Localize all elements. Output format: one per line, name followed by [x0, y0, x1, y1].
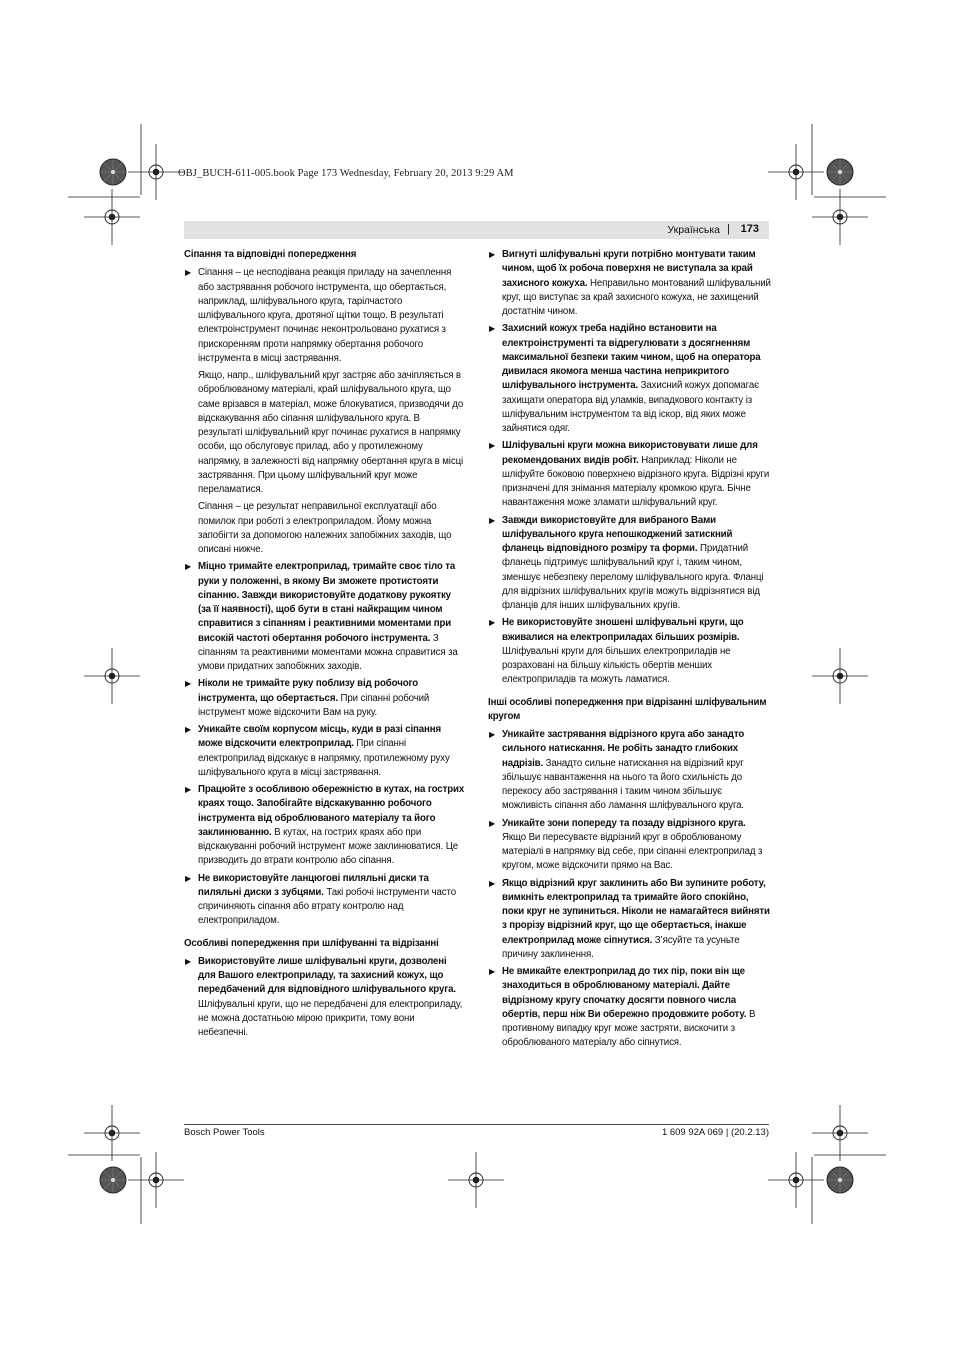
warning-bold: Завжди використовуйте для вибраного Вами шліфувального круга непошкоджений затискний фланець відповідного розміру та форми.	[502, 514, 733, 554]
warning-text: Придатний фланець підтримує шліфувальний круг і, таким чином, зменшує небезпеку перелому шліфувального круга. Фланці для відрізних шліфувальних кругів можуть відрізнятися від фланців для інших шліфувальних кругів.	[502, 543, 764, 611]
warning-item	[184, 560, 465, 674]
footer-publisher: Bosch Power Tools	[184, 1127, 265, 1138]
warning-item	[488, 817, 771, 874]
section-heading: Сіпання та відповідні попередження	[184, 249, 357, 260]
warning-text: Неправильно монтований шліфувальний круг, що виступає за край захисного кожуха, не захищений достатнім чином.	[502, 277, 771, 317]
section-heading: Особливі попередження при шліфуванні та відрізанні	[184, 937, 439, 949]
section-heading: Інші особливі попередження при відрізанні шліфувальним кругом	[488, 696, 767, 722]
triangle-right-icon: ▶	[185, 785, 192, 794]
warning-bold: Ніколи не тримайте руку поблизу від робочого інструмента, що обертається.	[198, 678, 419, 704]
footer-doc-number: 1 609 92A 069 | (20.2.13)	[661, 1127, 769, 1138]
warning-item	[488, 877, 771, 963]
intro-paragraph: Сіпання – це несподівана реакція приладу на зачеплення або застрявання робочого інструмента, що обертається, наприклад, шліфувального круга, тарілчастого шліфувального круга, дротяної щітки тощо. В результаті електроінструмент починає неконтрольовано рухатися з прискоренням проти напрямку обертання робочого інструмента в місці застрявання.	[198, 267, 452, 364]
warning-bold: Не вмикайте електроприлад до тих пір, поки він ще знаходиться в оброблюваному матеріалі. Дайте відрізному кругу спочатку досягти повного числа обертів, перш ніж Ви обережно продовжите роботу.	[502, 966, 747, 1020]
triangle-right-icon: ▶	[489, 818, 496, 828]
intro-item	[184, 266, 465, 366]
warning-text: Наприклад: Ніколи не шліфуйте боковою поверхнею відрізного круга. Відрізні круги призначені для знімання матеріалу кромкою круга. Бічне навантаження може зламати шліфувальний круг.	[502, 454, 770, 509]
warning-item	[184, 955, 465, 1041]
warning-item	[488, 439, 771, 510]
warning-text: Занадто сильне натискання на відрізний круг збільшує навантаження на нього та його схильність до перекосу або застрявання і таким чином збільшує можливість сіпання або ламання шліфувального круга.	[502, 757, 744, 812]
warning-text: Шліфувальні круги, що не передбачені для електроприладу, не можна достатньою мірою прикрити, тому вони небезпечні.	[198, 998, 463, 1038]
warning-item	[488, 965, 771, 1051]
warning-bold: Не використовуйте зношені шліфувальні круги, що вживалися на електроприладах більших розмірів.	[502, 617, 744, 643]
warning-bold: Використовуйте лише шліфувальні круги, дозволені для Вашого електроприладу, та захисний кожух, що передбачений для відповідного шліфувального круга.	[198, 955, 456, 996]
warning-bold: Уникайте своїм корпусом місць, куди в разі сіпання може відскочити електроприлад.	[198, 724, 442, 750]
print-slug: OBJ_BUCH-611-005.book Page 173 Wednesday, February 20, 2013 9:29 AM	[178, 168, 514, 179]
warning-text: З сіпанням та реактивними моментами можна справитися за умови придатних запобіжних заходів.	[198, 632, 458, 672]
left-column	[184, 248, 465, 1043]
triangle-right-icon: ▶	[489, 967, 496, 976]
warning-item	[488, 322, 771, 436]
warning-item	[488, 728, 771, 814]
triangle-right-icon: ▶	[185, 268, 192, 278]
warning-item	[488, 616, 771, 687]
triangle-right-icon: ▶	[185, 562, 192, 572]
warning-text: При сіпанні електроприлад відскакує в напрямку, протилежному руху шліфувального круга в місці застрявання.	[198, 738, 450, 778]
warning-text: В кутах, на гострих краях або при відскакуванні робочий інструмент може заклинюватися. Це призводить до втрати контролю або сіпання.	[198, 826, 459, 867]
warning-bold: Працюйте з особливою обережністю в кутах, на гострих краях тощо. Запобігайте відскакуванню робочого інструмента від оброблюваного матеріалу та його заклинюванню.	[198, 784, 465, 838]
triangle-right-icon: ▶	[185, 873, 192, 883]
triangle-right-icon: ▶	[185, 725, 192, 734]
warning-bold: Якщо відрізний круг заклинить або Ви зупините роботу, вимкніть електроприлад та тримайте його спокійно, поки круг не зупиниться. Ніколи не намагайтеся вийняти з прорізу відрізний круг, що ще обертається, інакше електроприлад може сіпнутися.	[502, 877, 770, 946]
triangle-right-icon: ▶	[489, 441, 496, 451]
warning-bold: Не використовуйте ланцюгові пиляльні диски та пиляльні диски з зубцями.	[198, 872, 429, 898]
warning-text: З’ясуйте та усуньте причину заклинення.	[502, 934, 740, 960]
intro-paragraph: Якщо, напр., шліфувальний круг застряє або зачіпляється в оброблюваному матеріалі, край шліфувального круга, що саме врізався в матеріал, може блокуватися, призводячи до відскакування або сіпання шліфувального круга. В результаті шліфувальний круг починає рухатися в напрямку особи, що обслуговує прилад, або у протилежному напрямку, в залежності від напрямку обертання круга в місці застрявання. При цьому шліфувальний круг може переламатися.	[198, 370, 464, 495]
warning-item	[184, 872, 465, 929]
triangle-right-icon: ▶	[489, 250, 496, 259]
warning-text: В противному випадку круг може застряти, вискочити з оброблюваного матеріалу або сіпнутися.	[502, 1008, 756, 1049]
warning-bold: Шліфувальні круги можна використовувати лише для рекомендованих видів робіт.	[502, 440, 758, 466]
warning-item	[184, 677, 465, 720]
triangle-right-icon: ▶	[489, 324, 496, 334]
triangle-right-icon: ▶	[489, 515, 496, 525]
warning-text: При сіпанні робочий інструмент може відскочити Вам на руку.	[198, 692, 430, 718]
page-number: 173	[740, 223, 759, 235]
triangle-right-icon: ▶	[489, 730, 496, 739]
warning-text: Захисний кожух допомагає захищати оператора від уламків, випадкового контакту із шліфувальним інструментом та від іскор, від яких може зайнятися одяг.	[502, 380, 759, 434]
triangle-right-icon: ▶	[489, 618, 496, 628]
warning-text: Такі робочі інструменти часто спричиняють сіпання або втрату контролю над електроприладом.	[198, 886, 456, 927]
warning-bold: Вигнуті шліфувальні круги потрібно монтувати таким чином, щоб їх робоча поверхня не виступала за край захисного кожуха.	[502, 249, 756, 289]
page-header	[184, 221, 769, 239]
warning-bold: Захисний кожух треба надійно встановити на електроінструменті та відрегулювати з досягненням максимальної безпеки таким чином, щоб на оператора дивилася якомога менша частина неприкритого шліфувального інструмента.	[502, 323, 761, 392]
header-separator: |	[727, 223, 730, 235]
warning-bold: Уникайте зони попереду та позаду відрізного круга.	[502, 817, 746, 829]
triangle-right-icon: ▶	[185, 679, 192, 689]
warning-text: Шліфувальні круги для більших електроприладів не розраховані на більшу кількість обертів менших електроприладів та можуть ламатися.	[502, 645, 731, 686]
header-language: Українська	[667, 224, 720, 236]
triangle-right-icon: ▶	[489, 878, 496, 888]
warning-bold: Міцно тримайте електроприлад, тримайте своє тіло та руки у положенні, в якому Ви зможете протистояти сіпанню. Завжди використовуйте додаткову рукоятку (за її наявності), щоб бути в стані найкращим чином справитися з сіпанням і реактивними моментами при високій частоті обертання робочого інструмента.	[198, 561, 456, 644]
intro-paragraph: Сіпання – це результат неправильної експлуатації або помилок при роботі з електроприладом. Йому можна запобігти за допомогою належних запобіжних заходів, що описані нижче.	[198, 501, 452, 555]
triangle-right-icon: ▶	[185, 956, 192, 966]
warning-item	[184, 783, 465, 869]
warning-bold: Уникайте застрявання відрізного круга або занадто сильного натискання. Не робіть занадто глибоких надрізів.	[502, 729, 745, 769]
warning-item	[184, 723, 465, 780]
warning-item	[488, 514, 771, 614]
warning-text: Якщо Ви пересуваєте відрізний круг в оброблюваному матеріалі в напрямку від себе, при сіпанні електроприлад з кругом, може відскочити прямо на Вас.	[502, 831, 763, 872]
right-column	[488, 248, 771, 1054]
footer-rule	[184, 1124, 769, 1125]
warning-item	[488, 248, 771, 319]
